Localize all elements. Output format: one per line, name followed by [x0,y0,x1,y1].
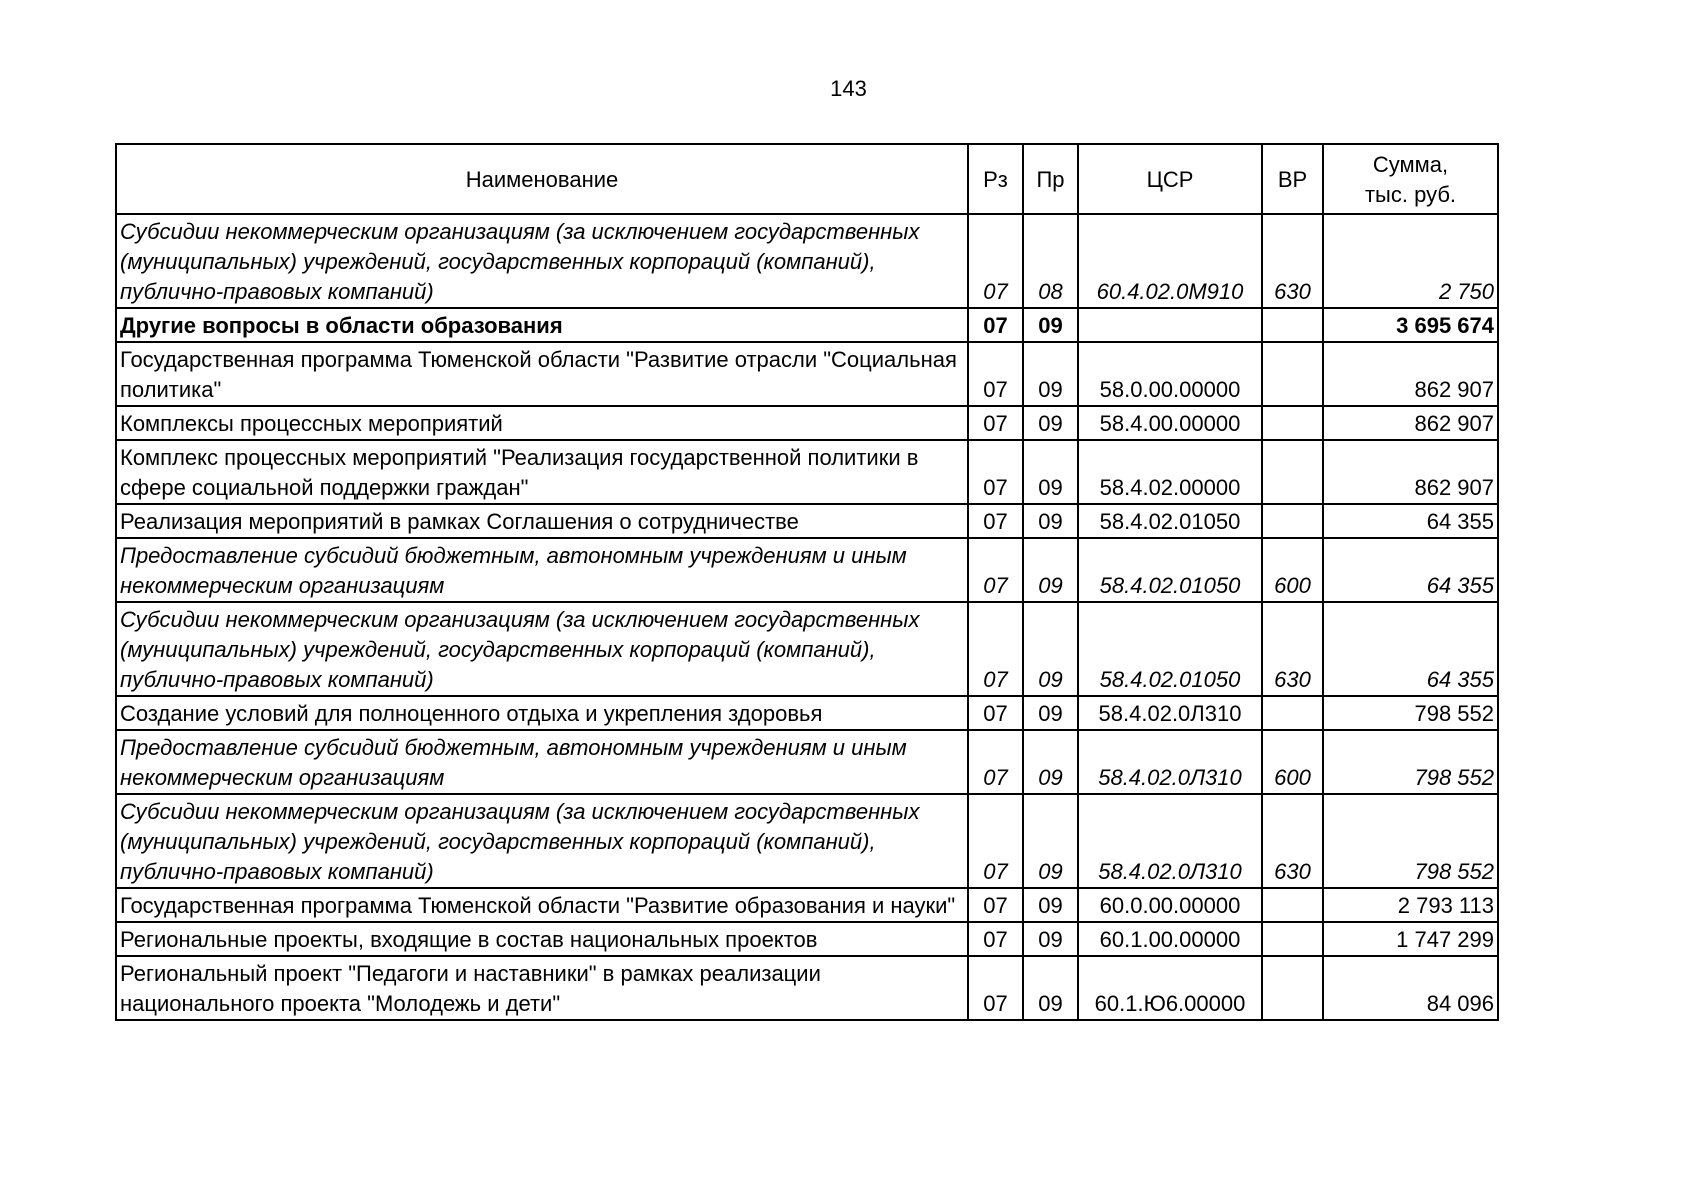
cell-pr: 09 [1023,406,1078,440]
cell-csr [1078,308,1262,342]
cell-name: Комплекс процессных мероприятий "Реализация государственной политики в сфере социальной поддержки граждан" [116,440,968,504]
cell-csr: 58.0.00.00000 [1078,342,1262,406]
table-row [116,342,1498,406]
table-row [116,406,1498,440]
cell-name: Государственная программа Тюменской области "Развитие отрасли "Социальная политика" [116,342,968,406]
cell-csr: 60.1.00.00000 [1078,922,1262,956]
cell-vr [1262,308,1323,342]
cell-vr: 630 [1262,794,1323,888]
table-row [116,888,1498,922]
cell-pr: 09 [1023,538,1078,602]
cell-csr: 58.4.02.00000 [1078,440,1262,504]
header-csr: ЦСР [1078,144,1262,214]
cell-pr: 09 [1023,602,1078,696]
table-row [116,504,1498,538]
table-row [116,602,1498,696]
cell-rz: 07 [968,406,1023,440]
table-header-row [116,144,1498,214]
cell-csr: 58.4.02.01050 [1078,538,1262,602]
table-body [116,214,1498,1020]
cell-rz: 07 [968,922,1023,956]
cell-vr [1262,922,1323,956]
cell-sum: 64 355 [1323,538,1498,602]
cell-vr [1262,440,1323,504]
cell-name: Реализация мероприятий в рамках Соглашения о сотрудничестве [116,504,968,538]
table-row [116,730,1498,794]
cell-csr: 58.4.02.0Л310 [1078,794,1262,888]
page-number: 143 [830,76,867,101]
header-vr: ВР [1262,144,1323,214]
header-sum: Сумма, тыс. руб. [1323,144,1498,214]
cell-name: Предоставление субсидий бюджетным, автономным учреждениям и иным некоммерческим организациям [116,538,968,602]
cell-rz: 07 [968,696,1023,730]
cell-rz: 07 [968,504,1023,538]
cell-sum: 2 793 113 [1323,888,1498,922]
header-rz: Рз [968,144,1023,214]
table-row [116,922,1498,956]
cell-rz: 07 [968,308,1023,342]
table-row [116,794,1498,888]
cell-pr: 09 [1023,440,1078,504]
cell-name: Субсидии некоммерческим организациям (за исключением государственных (муниципальных) учреждений, государственных корпораций (компаний), публично-правовых компаний) [116,214,968,308]
cell-rz: 07 [968,538,1023,602]
cell-vr [1262,956,1323,1020]
cell-csr: 58.4.02.01050 [1078,504,1262,538]
cell-pr: 09 [1023,956,1078,1020]
header-pr: Пр [1023,144,1078,214]
cell-vr [1262,406,1323,440]
cell-vr [1262,342,1323,406]
cell-sum: 798 552 [1323,730,1498,794]
cell-sum: 64 355 [1323,504,1498,538]
cell-pr: 09 [1023,308,1078,342]
table-row [116,214,1498,308]
cell-csr: 60.4.02.0М910 [1078,214,1262,308]
cell-csr: 60.0.00.00000 [1078,888,1262,922]
cell-sum: 862 907 [1323,440,1498,504]
cell-rz: 07 [968,730,1023,794]
table-row [116,308,1498,342]
cell-vr [1262,696,1323,730]
cell-name: Субсидии некоммерческим организациям (за исключением государственных (муниципальных) учреждений, государственных корпораций (компаний), публично-правовых компаний) [116,794,968,888]
cell-sum: 84 096 [1323,956,1498,1020]
cell-rz: 07 [968,440,1023,504]
cell-pr: 09 [1023,922,1078,956]
cell-vr [1262,888,1323,922]
cell-name: Региональные проекты, входящие в состав национальных проектов [116,922,968,956]
cell-vr: 600 [1262,730,1323,794]
cell-sum: 798 552 [1323,794,1498,888]
budget-table [115,143,1499,1021]
cell-rz: 07 [968,794,1023,888]
table-row [116,538,1498,602]
cell-csr: 58.4.00.00000 [1078,406,1262,440]
cell-name: Государственная программа Тюменской области "Развитие образования и науки" [116,888,968,922]
cell-sum: 1 747 299 [1323,922,1498,956]
cell-csr: 58.4.02.0Л310 [1078,730,1262,794]
cell-pr: 09 [1023,888,1078,922]
cell-pr: 09 [1023,504,1078,538]
cell-pr: 09 [1023,794,1078,888]
cell-name: Региональный проект "Педагоги и наставники" в рамках реализации национального проекта "Молодежь и дети" [116,956,968,1020]
cell-vr [1262,504,1323,538]
cell-pr: 08 [1023,214,1078,308]
cell-rz: 07 [968,214,1023,308]
cell-vr: 600 [1262,538,1323,602]
cell-rz: 07 [968,956,1023,1020]
cell-sum: 64 355 [1323,602,1498,696]
cell-sum: 798 552 [1323,696,1498,730]
cell-name: Другие вопросы в области образования [116,308,968,342]
table-row [116,440,1498,504]
cell-name: Предоставление субсидий бюджетным, автономным учреждениям и иным некоммерческим организациям [116,730,968,794]
cell-csr: 58.4.02.0Л310 [1078,696,1262,730]
cell-name: Комплексы процессных мероприятий [116,406,968,440]
cell-sum: 3 695 674 [1323,308,1498,342]
cell-csr: 58.4.02.01050 [1078,602,1262,696]
header-name: Наименование [116,144,968,214]
cell-sum: 862 907 [1323,342,1498,406]
cell-sum: 862 907 [1323,406,1498,440]
cell-vr: 630 [1262,214,1323,308]
table-row [116,956,1498,1020]
cell-name: Субсидии некоммерческим организациям (за исключением государственных (муниципальных) учреждений, государственных корпораций (компаний), публично-правовых компаний) [116,602,968,696]
cell-rz: 07 [968,602,1023,696]
table-row [116,696,1498,730]
cell-sum: 2 750 [1323,214,1498,308]
cell-pr: 09 [1023,730,1078,794]
cell-name: Создание условий для полноценного отдыха и укрепления здоровья [116,696,968,730]
cell-rz: 07 [968,342,1023,406]
cell-rz: 07 [968,888,1023,922]
cell-csr: 60.1.Ю6.00000 [1078,956,1262,1020]
cell-pr: 09 [1023,342,1078,406]
cell-pr: 09 [1023,696,1078,730]
cell-vr: 630 [1262,602,1323,696]
